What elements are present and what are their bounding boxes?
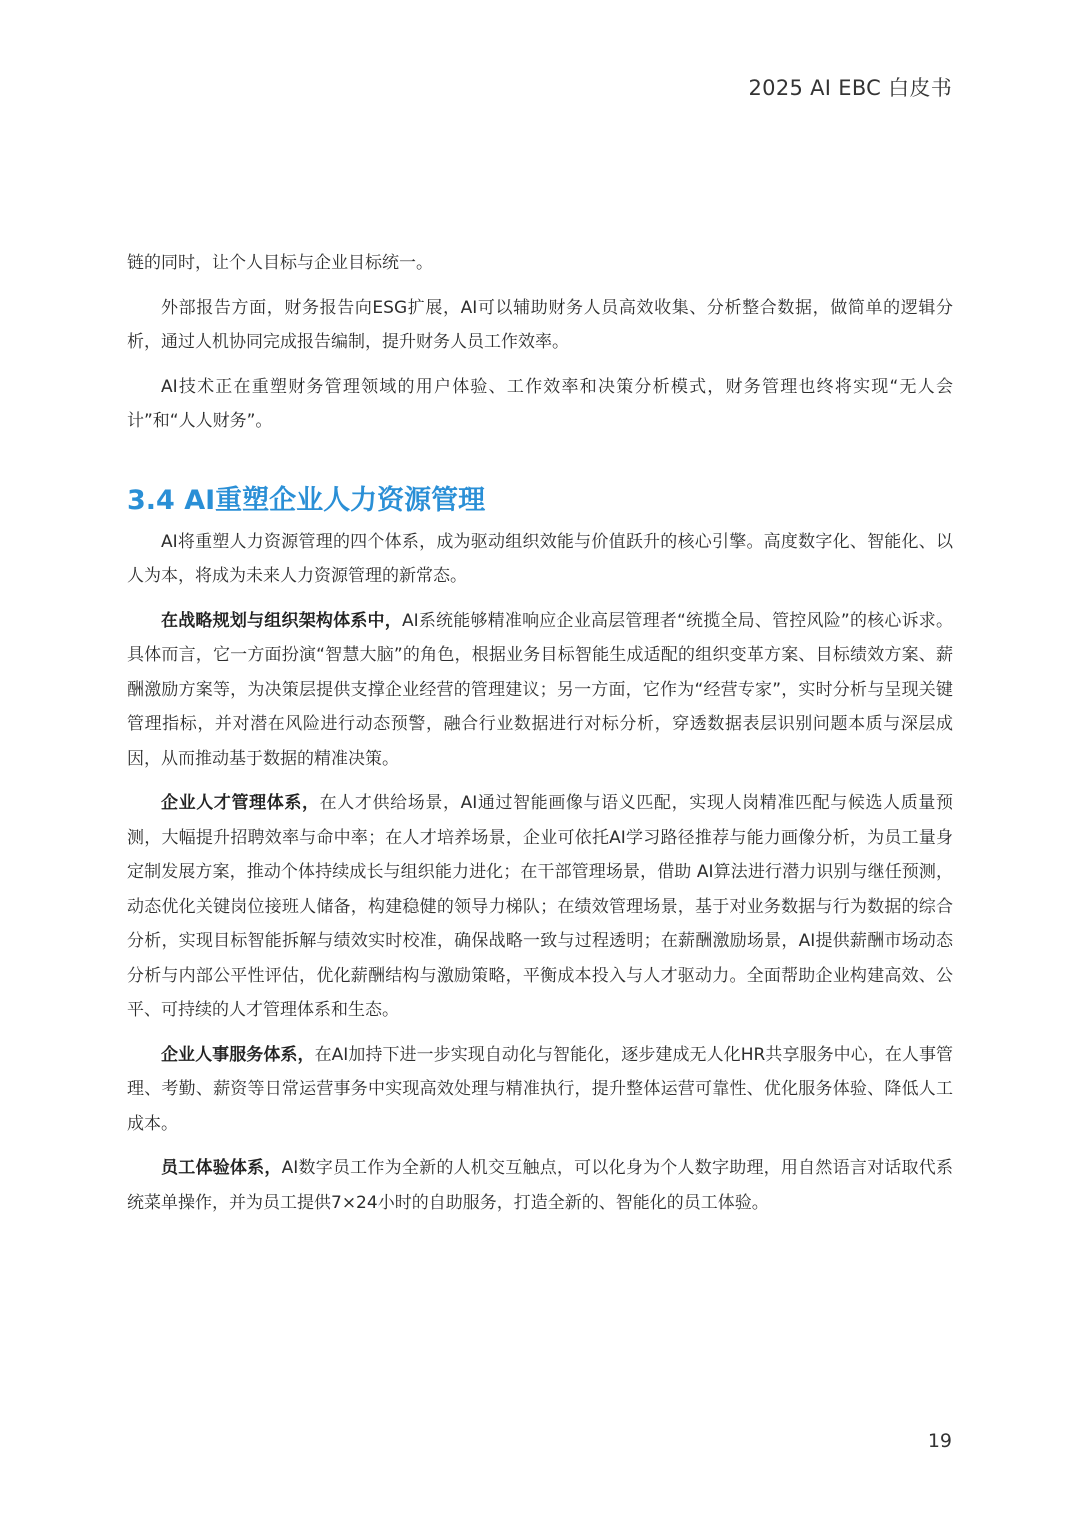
paragraph-body: AI系统能够精准响应企业高层管理者“统揽全局、管控风险”的核心诉求。具体而言，它一方面扮演“智慧大脑”的角色，根据业务目标智能生成适配的组织变革方案、目标绩效方案、薪酬激励方案等，为决策层提供支撑企业经营的管理建议；另一方面，它作为“经营专家”，实时分析与呈现关键管理指标，并对潜在风险进行动态预警，融合行业数据进行对标分析，穿透数据表层识别问题本质与深层成因，从而推动基于数据的精准决策。 xyxy=(127,610,953,769)
paragraph-body: 在AI加持下进一步实现自动化与智能化，逐步建成无人化HR共享服务中心，在人事管理、考勤、薪资等日常运营事务中实现高效处理与精准执行，提升整体运营可靠性、优化服务体验、降低人工成本。 xyxy=(127,1044,953,1134)
paragraph-lead: 在战略规划与组织架构体系中， xyxy=(161,610,402,631)
external-report-paragraph: 外部报告方面，财务报告向ESG扩展，AI可以辅助财务人员高效收集、分析整合数据，做简单的逻辑分析，通过人机协同完成报告编制，提升财务人员工作效率。 xyxy=(127,297,953,352)
page-number: 19 xyxy=(927,1430,952,1452)
employee-experience-paragraph xyxy=(127,1151,953,1220)
section-intro-paragraph: AI将重塑人力资源管理的四个体系，成为驱动组织效能与价值跃升的核心引擎。高度数字化、智能化、以人为本，将成为未来人力资源管理的新常态。 xyxy=(127,531,953,586)
paragraph-body: 在人才供给场景，AI通过智能画像与语义匹配，实现人岗精准匹配与候选人质量预测，大幅提升招聘效率与命中率；在人才培养场景，企业可依托AI学习路径推荐与能力画像分析，为员工量身定制发展方案，推动个体持续成长与组织能力进化；在干部管理场景，借助 AI算法进行潜力识别与继任预测，动态优化关键岗位接班人储备，构建稳健的领导力梯队；在绩效管理场景，基于对业务数据与行为数据的综合分析，实现目标智能拆解与绩效实时校准，确保战略一致与过程透明；在薪酬激励场景，AI提供薪酬市场动态分析与内部公平性评估，优化薪酬结构与激励策略，平衡成本投入与人才驱动力。全面帮助企业构建高效、公平、可持续的人才管理体系和生态。 xyxy=(127,793,953,1020)
paragraph-body: AI数字员工作为全新的人机交互触点，可以化身为个人数字助理，用自然语言对话取代系统菜单操作，并为员工提供7×24小时的自助服务，打造全新的、智能化的员工体验。 xyxy=(127,1158,953,1213)
continued-paragraph: 链的同时，让个人目标与企业目标统一。 xyxy=(127,253,433,273)
document-header-title: 2025 AI EBC 白皮书 xyxy=(748,76,952,100)
finance-summary-paragraph: AI技术正在重塑财务管理领域的用户体验、工作效率和决策分析模式，财务管理也终将实现“无人会计”和“人人财务”。 xyxy=(127,376,953,431)
page-content xyxy=(127,246,953,1230)
hr-service-paragraph xyxy=(127,1038,953,1142)
paragraph-lead: 企业人事服务体系， xyxy=(161,1044,315,1065)
strategy-org-paragraph xyxy=(127,604,953,777)
section-heading: 3.4 AI重塑企业人力资源管理 xyxy=(127,484,486,516)
paragraph-lead: 企业人才管理体系， xyxy=(161,793,320,813)
paragraph-lead: 员工体验体系， xyxy=(161,1158,282,1178)
talent-management-paragraph xyxy=(127,786,953,1028)
